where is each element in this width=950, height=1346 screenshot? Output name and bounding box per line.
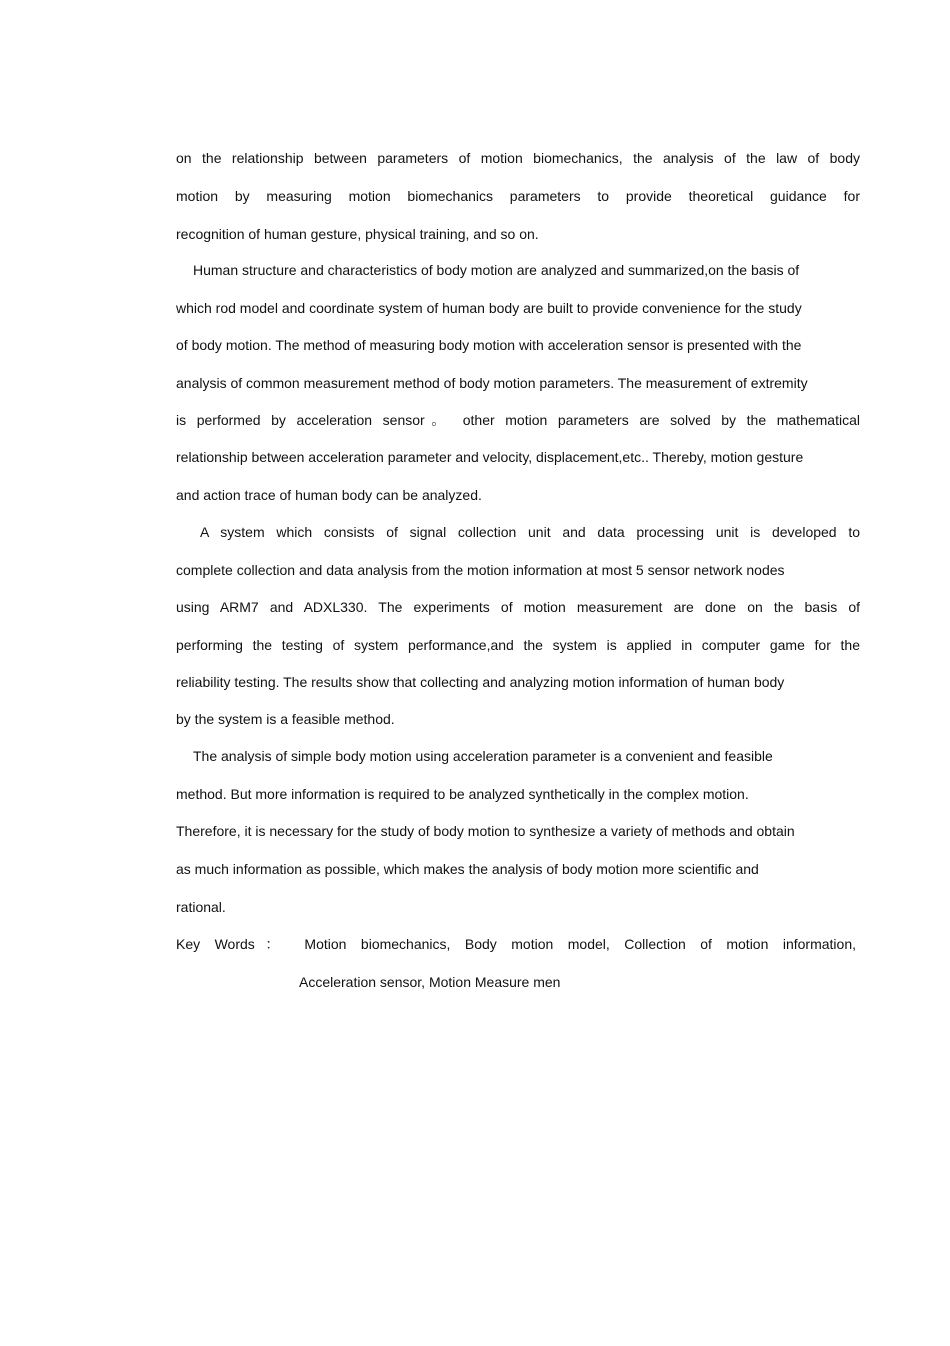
paragraph-1-line-1: on the relationship between parameters of motion biomechanics, the analysis of the law of body: [176, 150, 860, 166]
paragraph-4-line-1: The analysis of simple body motion using acceleration parameter is a convenient and feasible: [193, 748, 773, 764]
paragraph-3-line-3: using ARM7 and ADXL330. The experiments of motion measurement are done on the basis of: [176, 599, 860, 615]
keywords-line-1: Key Words： Motion biomechanics, Body motion model, Collection of motion information,: [176, 936, 856, 952]
paragraph-2-line-3: of body motion. The method of measuring body motion with acceleration sensor is presented with the: [176, 337, 802, 353]
paragraph-4-line-3: Therefore, it is necessary for the study of body motion to synthesize a variety of methods and obtain: [176, 823, 795, 839]
paragraph-3-line-4: performing the testing of system performance,and the system is applied in computer game for the: [176, 637, 860, 653]
paragraph-2-line-7: and action trace of human body can be analyzed.: [176, 487, 482, 503]
paragraph-3-line-2: complete collection and data analysis from the motion information at most 5 sensor network nodes: [176, 562, 785, 578]
paragraph-3-line-1: A system which consists of signal collection unit and data processing unit is developed to: [200, 524, 860, 540]
paragraph-3-line-6: by the system is a feasible method.: [176, 711, 395, 727]
paragraph-4-line-5: rational.: [176, 899, 226, 915]
paragraph-4-line-4: as much information as possible, which makes the analysis of body motion more scientific and: [176, 861, 759, 877]
paragraph-2-line-1: Human structure and characteristics of body motion are analyzed and summarized,on the basis of: [193, 262, 800, 278]
paragraph-1-line-3: recognition of human gesture, physical training, and so on.: [176, 226, 539, 242]
paragraph-2-line-6: relationship between acceleration parameter and velocity, displacement,etc.. Thereby, motion gesture: [176, 449, 804, 465]
paragraph-2-line-4: analysis of common measurement method of body motion parameters. The measurement of extremity: [176, 375, 808, 391]
paragraph-4-line-2: method. But more information is required to be analyzed synthetically in the complex motion.: [176, 786, 749, 802]
paragraph-1-line-2: motion by measuring motion biomechanics parameters to provide theoretical guidance for: [176, 188, 860, 204]
paragraph-2-line-5: is performed by acceleration sensor。 other motion parameters are solved by the mathematical: [176, 412, 860, 428]
keywords-line-2: Acceleration sensor, Motion Measure men: [299, 974, 561, 990]
paragraph-3-line-5: reliability testing. The results show that collecting and analyzing motion information of human body: [176, 674, 785, 690]
paragraph-2-line-2: which rod model and coordinate system of human body are built to provide convenience for the study: [176, 300, 802, 316]
